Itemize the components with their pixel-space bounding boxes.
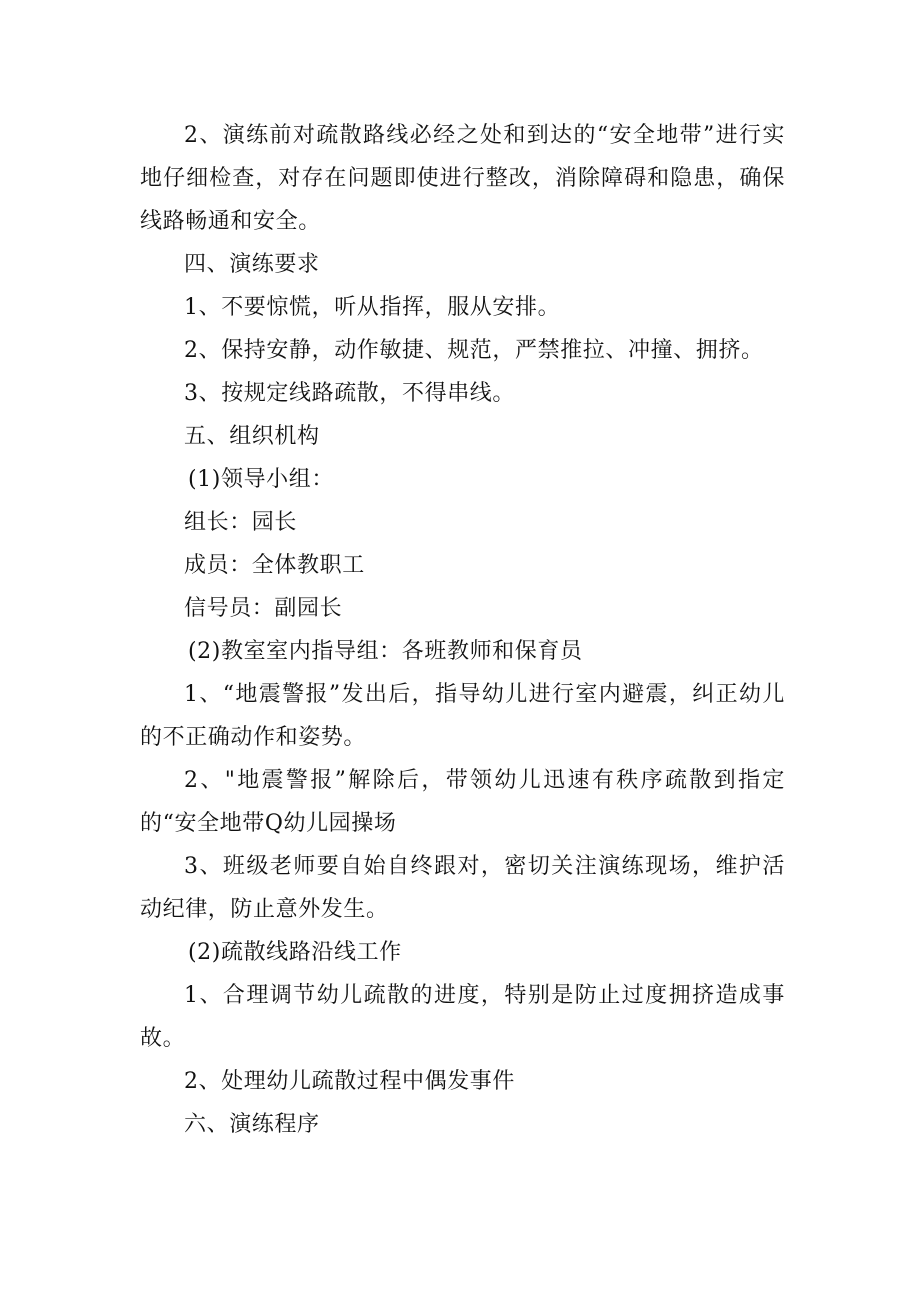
requirement-item-2: 2、保持安静，动作敏捷、规范，严禁推拉、冲撞、拥挤。 bbox=[184, 338, 764, 363]
requirement-item-1: 1、不要惊慌，听从指挥，服从安排。 bbox=[184, 295, 561, 320]
requirement-item-3: 3、按规定线路疏散，不得串线。 bbox=[184, 381, 515, 406]
route-item-2: 2、处理幼儿疏散过程中偶发事件 bbox=[184, 1069, 515, 1094]
signalman-line: 信号员：副园长 bbox=[184, 596, 343, 621]
route-item-1: 1、合理调节幼儿疏散的进度，特别是防止过度拥挤造成事故。 bbox=[140, 983, 785, 1051]
subheading-leadership-group: (1)领导小组： bbox=[188, 467, 334, 492]
guidance-item-1: 1、“地震警报”发出后，指导幼儿进行室内避震，纠正幼儿的不正确动作和姿势。 bbox=[140, 682, 785, 750]
leader-line: 组长：园长 bbox=[184, 510, 298, 535]
guidance-item-2: 2、"地震警报”解除后，带领幼儿迅速有秩序疏散到指定的“安全地带Q幼儿园操场 bbox=[140, 768, 785, 836]
document-body bbox=[140, 114, 785, 1146]
members-line: 成员：全体教职工 bbox=[184, 553, 365, 578]
paragraph-route-inspection: 2、演练前对疏散路线必经之处和到达的“安全地带”进行实地仔细检查，对存在问题即使进行整改，消除障碍和隐患，确保线路畅通和安全。 bbox=[140, 123, 785, 234]
heading-drill-procedure: 六、演练程序 bbox=[184, 1112, 320, 1137]
subheading-classroom-guidance: (2)教室室内指导组：各班教师和保育员 bbox=[188, 639, 583, 664]
guidance-item-3: 3、班级老师要自始自终跟对，密切关注演练现场，维护活动纪律，防止意外发生。 bbox=[140, 854, 785, 922]
subheading-evacuation-route: (2)疏散线路沿线工作 bbox=[188, 940, 402, 965]
heading-drill-requirements: 四、演练要求 bbox=[184, 252, 320, 277]
heading-organization: 五、组织机构 bbox=[184, 424, 320, 449]
